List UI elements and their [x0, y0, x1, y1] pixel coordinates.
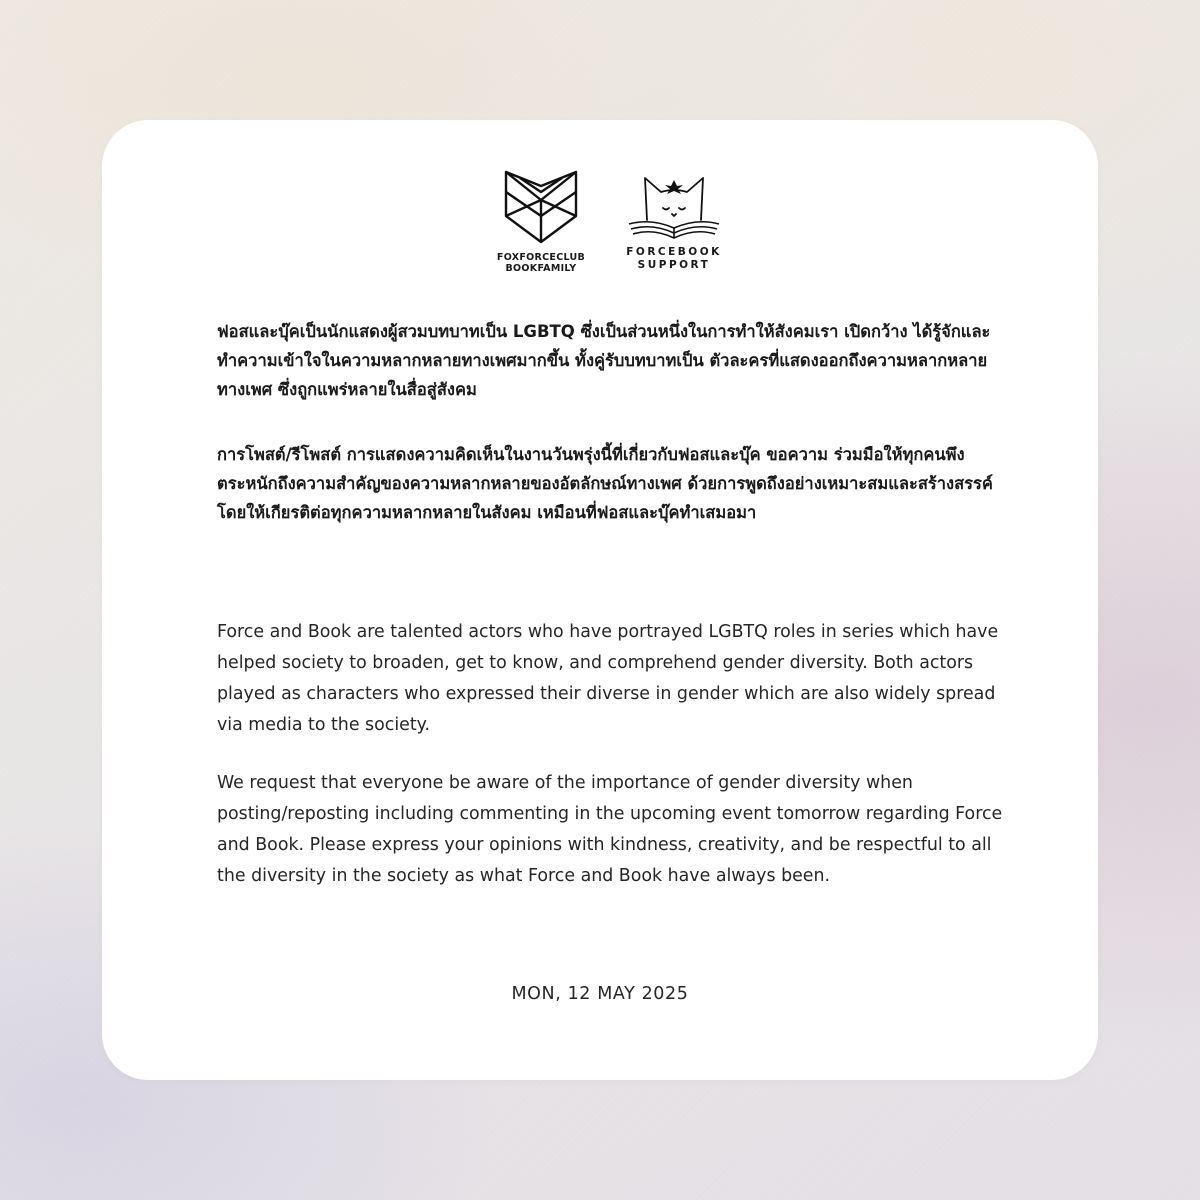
english-paragraph-1: Force and Book are talented actors who have portrayed LGBTQ roles in series which have helped society to broaden, get to know, and comprehend gender diversity. Both actors played as characters who expressed their diverse in gender which are also widely spread via media to the society.	[217, 622, 999, 735]
foxforceclub-caption-line1: FOXFORCECLUB	[496, 252, 586, 263]
thai-paragraph-2: การโพสต์/รีโพสต์ การแสดงความคิดเห็นในงานวันพรุ่งนี้ที่เกี่ยวกับฟอสและบุ๊ค ขอความ ร่วมมือให้ทุกคนพึงตระหนักถึงความสำคัญของความหลากหลายของอัตลักษณ์ทางเพศ ด้วยการพูดถึงอย่างเหมาะสมและสร้างสรรค์ โดยให้เกียรติต่อทุกความหลากหลายในสังคม เหมือนที่ฟอสและบุ๊คทำเสมอมา	[217, 445, 993, 522]
fox-heart-book-icon	[500, 166, 582, 246]
english-paragraph-2: We request that everyone be aware of the importance of gender diversity when posting/reposting including commenting in the upcoming event tomorrow regarding Force and Book. Please express your opinions with kindness, creativity, and be respectful to all the diversity in the society as what Force and Book have always been.	[217, 773, 1003, 886]
foxforceclub-caption-line2: BOOKFAMILY	[505, 263, 577, 274]
forcebook-caption-line1: FORCEBOOK	[626, 246, 722, 258]
cat-reading-book-icon	[619, 170, 729, 242]
announcement-card	[102, 120, 1098, 1080]
logo-row	[102, 166, 1098, 296]
forcebook-caption-line2: SUPPORT	[637, 259, 711, 271]
thai-paragraph-1: ฟอสและบุ๊คเป็นนักแสดงผู้สวมบทบาทเป็น LGBTQ ซึ่งเป็นส่วนหนึ่งในการทำให้สังคมเรา เปิดกว้าง ได้รู้จักและทำความเข้าใจในความหลากหลายทางเพศมากขึ้น ทั้งคู่รับบทบาทเป็น ตัวละครที่แสดงออกถึงความหลากหลายทางเพศ ซึ่งถูกแพร่หลายในสื่อสู่สังคม	[217, 322, 991, 399]
foxforceclub-logo	[486, 166, 596, 274]
announcement-date: MON, 12 MAY 2025	[511, 984, 689, 1004]
forcebook-support-logo	[612, 166, 736, 272]
